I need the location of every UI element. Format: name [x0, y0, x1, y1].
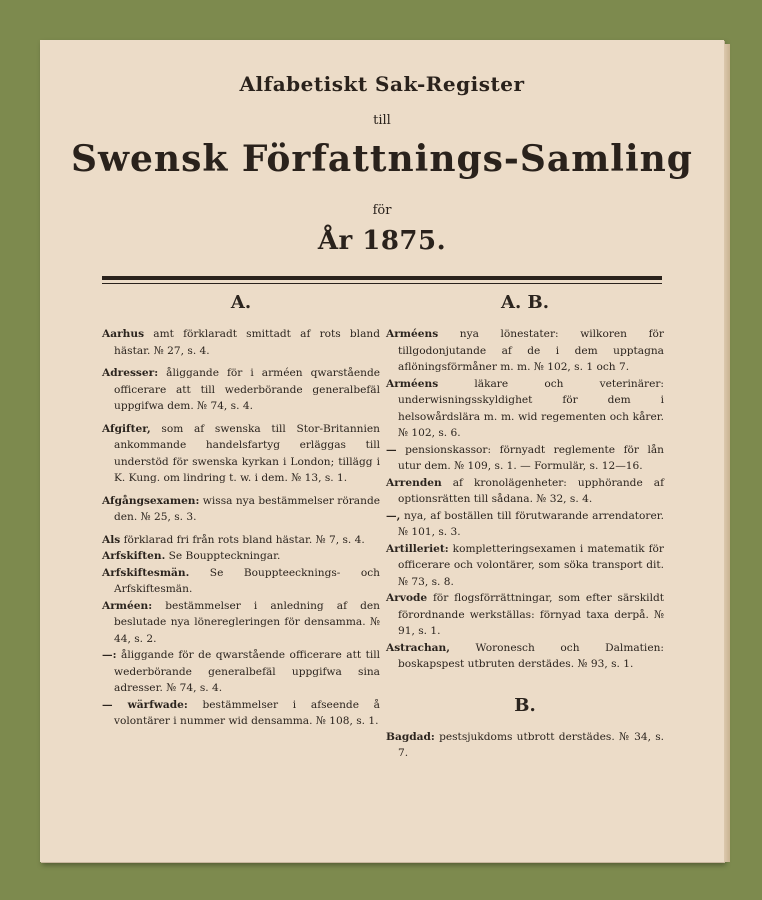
index-entry [386, 729, 664, 762]
index-entry [102, 365, 380, 415]
entry-text: läkare och veterinärer: underwisningsskyldighet för dem i helsowårdslära m. m. wid regementen och kårer. № 102, s. 6. [398, 377, 664, 439]
entry-keyword: Arméens [386, 328, 439, 340]
entry-text: pensionskassor: förnyadt reglemente för lån utur dem. № 109, s. 1. — Formulär, s. 12—16. [396, 443, 664, 472]
entry-keyword: Arméens [386, 377, 439, 390]
entry-keyword: —: [102, 649, 117, 661]
entry-keyword: Arfskiftesmän. [102, 566, 190, 579]
entry-keyword: Arméen: [102, 599, 153, 612]
entry-keyword: Afgångsexamen: [102, 494, 200, 507]
section-heading-a: A. [230, 292, 252, 313]
entry-keyword: Arfskiften. [102, 550, 166, 562]
entry-text: nya lönestater: wilkoren för tillgodonjutande af de i dem upptagna aflöningsförmåner m. m. № 102, s. 1 och 7. [398, 328, 664, 373]
entry-keyword: — [386, 443, 397, 456]
title-connector-till: till [373, 113, 391, 128]
section-heading-b: B. [514, 694, 536, 716]
index-entry [102, 326, 380, 359]
entry-text: för flogsförrättningar, som efter särskildt förordnande werkställas: förnyad taxa derpå. № 91, s. 1. [398, 592, 664, 637]
index-entry [102, 421, 380, 487]
entry-text: kompletteringsexamen i matematik för officerare och volontärer, som söka transport dit. № 73, s. 8. [398, 542, 664, 588]
entry-text: Se Bouppteckningar. [165, 550, 281, 562]
publication-title: Swensk Författnings-Samling [71, 138, 693, 180]
entry-text: nya, af boställen till förutwarande arrendatorer. № 101, s. 3. [398, 509, 664, 538]
entry-text: åliggande för de qwarstående officerare att till wederbörande generalbefäl uppgifwa sina adresser. № 74, s. 4. [114, 649, 380, 694]
entry-text: af kronolägenheter: upphörande af optionsrätten till sådana. № 32, s. 4. [398, 476, 664, 505]
entry-keyword: Arvode [386, 592, 428, 604]
entry-keyword: Als [102, 533, 121, 546]
index-entry [102, 548, 380, 565]
entry-text: Woronesch och Dalmatien: boskapspest utbruten derstädes. № 93, s. 1. [398, 641, 664, 670]
entry-keyword: Artilleriet: [386, 542, 449, 555]
entry-keyword: Adresser: [102, 367, 159, 379]
entry-text: Se Bouppteecknings- och Arfskiftesmän. [114, 566, 380, 595]
entry-keyword: Afgifter, [102, 422, 151, 435]
right-column [386, 292, 664, 762]
entry-keyword: Astrachan, [386, 641, 450, 654]
index-entry [102, 647, 380, 697]
index-entry [386, 590, 664, 640]
index-entry [386, 326, 664, 376]
section-spacer [386, 673, 664, 695]
entry-keyword: Aarhus [102, 328, 145, 340]
header-rule-thick [102, 276, 662, 280]
index-entry [102, 598, 380, 648]
entry-text: wissa nya bestämmelser rörande den. № 25, s. 3. [114, 494, 380, 523]
year-title: År 1875. [317, 226, 447, 256]
index-entry [386, 475, 664, 508]
index-entry [386, 442, 664, 475]
entry-text: åliggande för i arméen qwarstående officerare att till wederbörande generalbefäl uppgifwa dem. № 74, s. 4. [114, 367, 380, 412]
register-title: Alfabetiskt Sak-Register [239, 72, 525, 96]
entry-text: bestämmelser i afseende å volontärer i nummer wid densamma. № 108, s. 1. [114, 698, 380, 727]
index-entry [386, 376, 664, 442]
index-entry [102, 697, 380, 730]
entry-text: pestsjukdoms utbrott derstädes. № 34, s. 7. [398, 730, 664, 759]
section-heading-ab: A. B. [501, 292, 549, 313]
entry-text: amt förklaradt smittadt af rots bland hästar. № 27, s. 4. [114, 328, 380, 357]
entry-keyword: —, [386, 509, 401, 522]
entry-keyword: Bagdad: [386, 730, 435, 743]
index-entry [102, 565, 380, 598]
left-column [102, 292, 380, 730]
entry-text: förklarad fri från rots bland hästar. № 7, s. 4. [120, 533, 365, 546]
index-entry [386, 541, 664, 591]
index-entry [386, 640, 664, 673]
index-entry [102, 532, 380, 549]
index-entry [102, 493, 380, 526]
header-rule-thin [102, 283, 662, 284]
entry-text: bestämmelser i anledning af den beslutade nya löneregleringen för densamma. № 44, s. 2. [114, 599, 380, 645]
title-connector-for: för [372, 203, 392, 218]
register-page [40, 40, 724, 862]
entry-text: som af swenska till Stor-Britannien ankommande handelsfartyg erläggas till understöd för swenska kyrkan i London; tillägg i K. Kung. om lindring t. w. i dem. № 13, s. 1. [114, 422, 380, 484]
entry-keyword: Arrenden [386, 476, 442, 489]
entry-keyword: — wärfwade: [102, 698, 188, 711]
index-entry [386, 508, 664, 541]
